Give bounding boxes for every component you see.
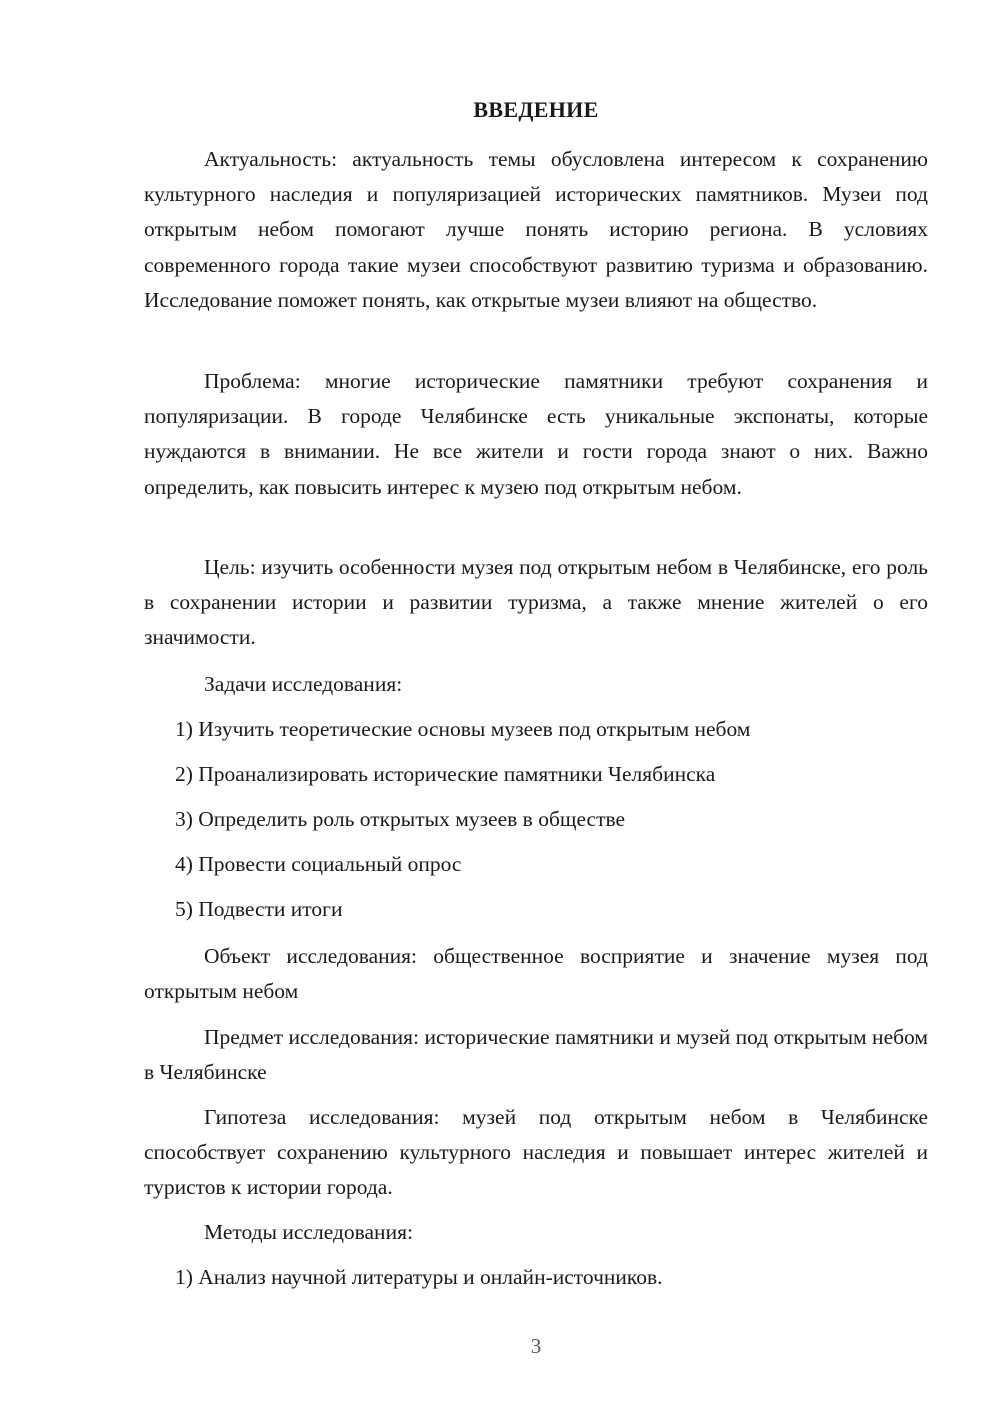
- paragraph-subject: [144, 1020, 928, 1090]
- task-item-5: 5) Подвести итоги: [175, 897, 343, 921]
- paragraph-hypothesis: [144, 1100, 928, 1206]
- task-item-1: 1) Изучить теоретические основы музеев под открытым небом: [175, 717, 751, 741]
- methods-heading: Методы исследования:: [204, 1220, 413, 1244]
- paragraph-object-text: Объект исследования: общественное восприятие и значение музея под открытым небом: [144, 944, 928, 1004]
- task-item-2: 2) Проанализировать исторические памятники Челябинска: [175, 762, 716, 786]
- paragraph-relevance-text: Актуальность: актуальность темы обусловлена интересом к сохранению культурного наследия и популяризацией исторических памятников. Музеи под открытым небом помогают лучше понять историю региона. В условиях современного города такие музеи способствуют развитию туризма и образованию. Исследование поможет понять, как открытые музеи влияют на общество.: [144, 147, 928, 312]
- page-number: 3: [530, 1334, 542, 1358]
- task-item-3: 3) Определить роль открытых музеев в обществе: [175, 807, 626, 831]
- page-title: ВВЕДЕНИЕ: [473, 97, 599, 122]
- tasks-heading: Задачи исследования:: [204, 672, 403, 696]
- task-item-4: 4) Провести социальный опрос: [175, 852, 462, 876]
- method-item-1: 1) Анализ научной литературы и онлайн-источников.: [175, 1265, 663, 1289]
- paragraph-object: [144, 939, 928, 1009]
- paragraph-subject-text: Предмет исследования: исторические памятники и музей под открытым небом в Челябинске: [144, 1025, 928, 1085]
- paragraph-goal: [144, 550, 928, 656]
- paragraph-relevance: [144, 142, 928, 318]
- paragraph-hypothesis-text: Гипотеза исследования: музей под открытым небом в Челябинске способствует сохранению культурного наследия и повышает интерес жителей и туристов к истории города.: [144, 1105, 928, 1200]
- paragraph-problem: [144, 364, 928, 505]
- paragraph-problem-text: Проблема: многие исторические памятники требуют сохранения и популяризации. В городе Челябинске есть уникальные экспонаты, которые нуждаются в внимании. Не все жители и гости города знают о них. Важно определить, как повысить интерес к музею под открытым небом.: [144, 369, 928, 499]
- paragraph-goal-text: Цель: изучить особенности музея под открытым небом в Челябинске, его роль в сохранении истории и развитии туризма, а также мнение жителей о его значимости.: [144, 555, 928, 650]
